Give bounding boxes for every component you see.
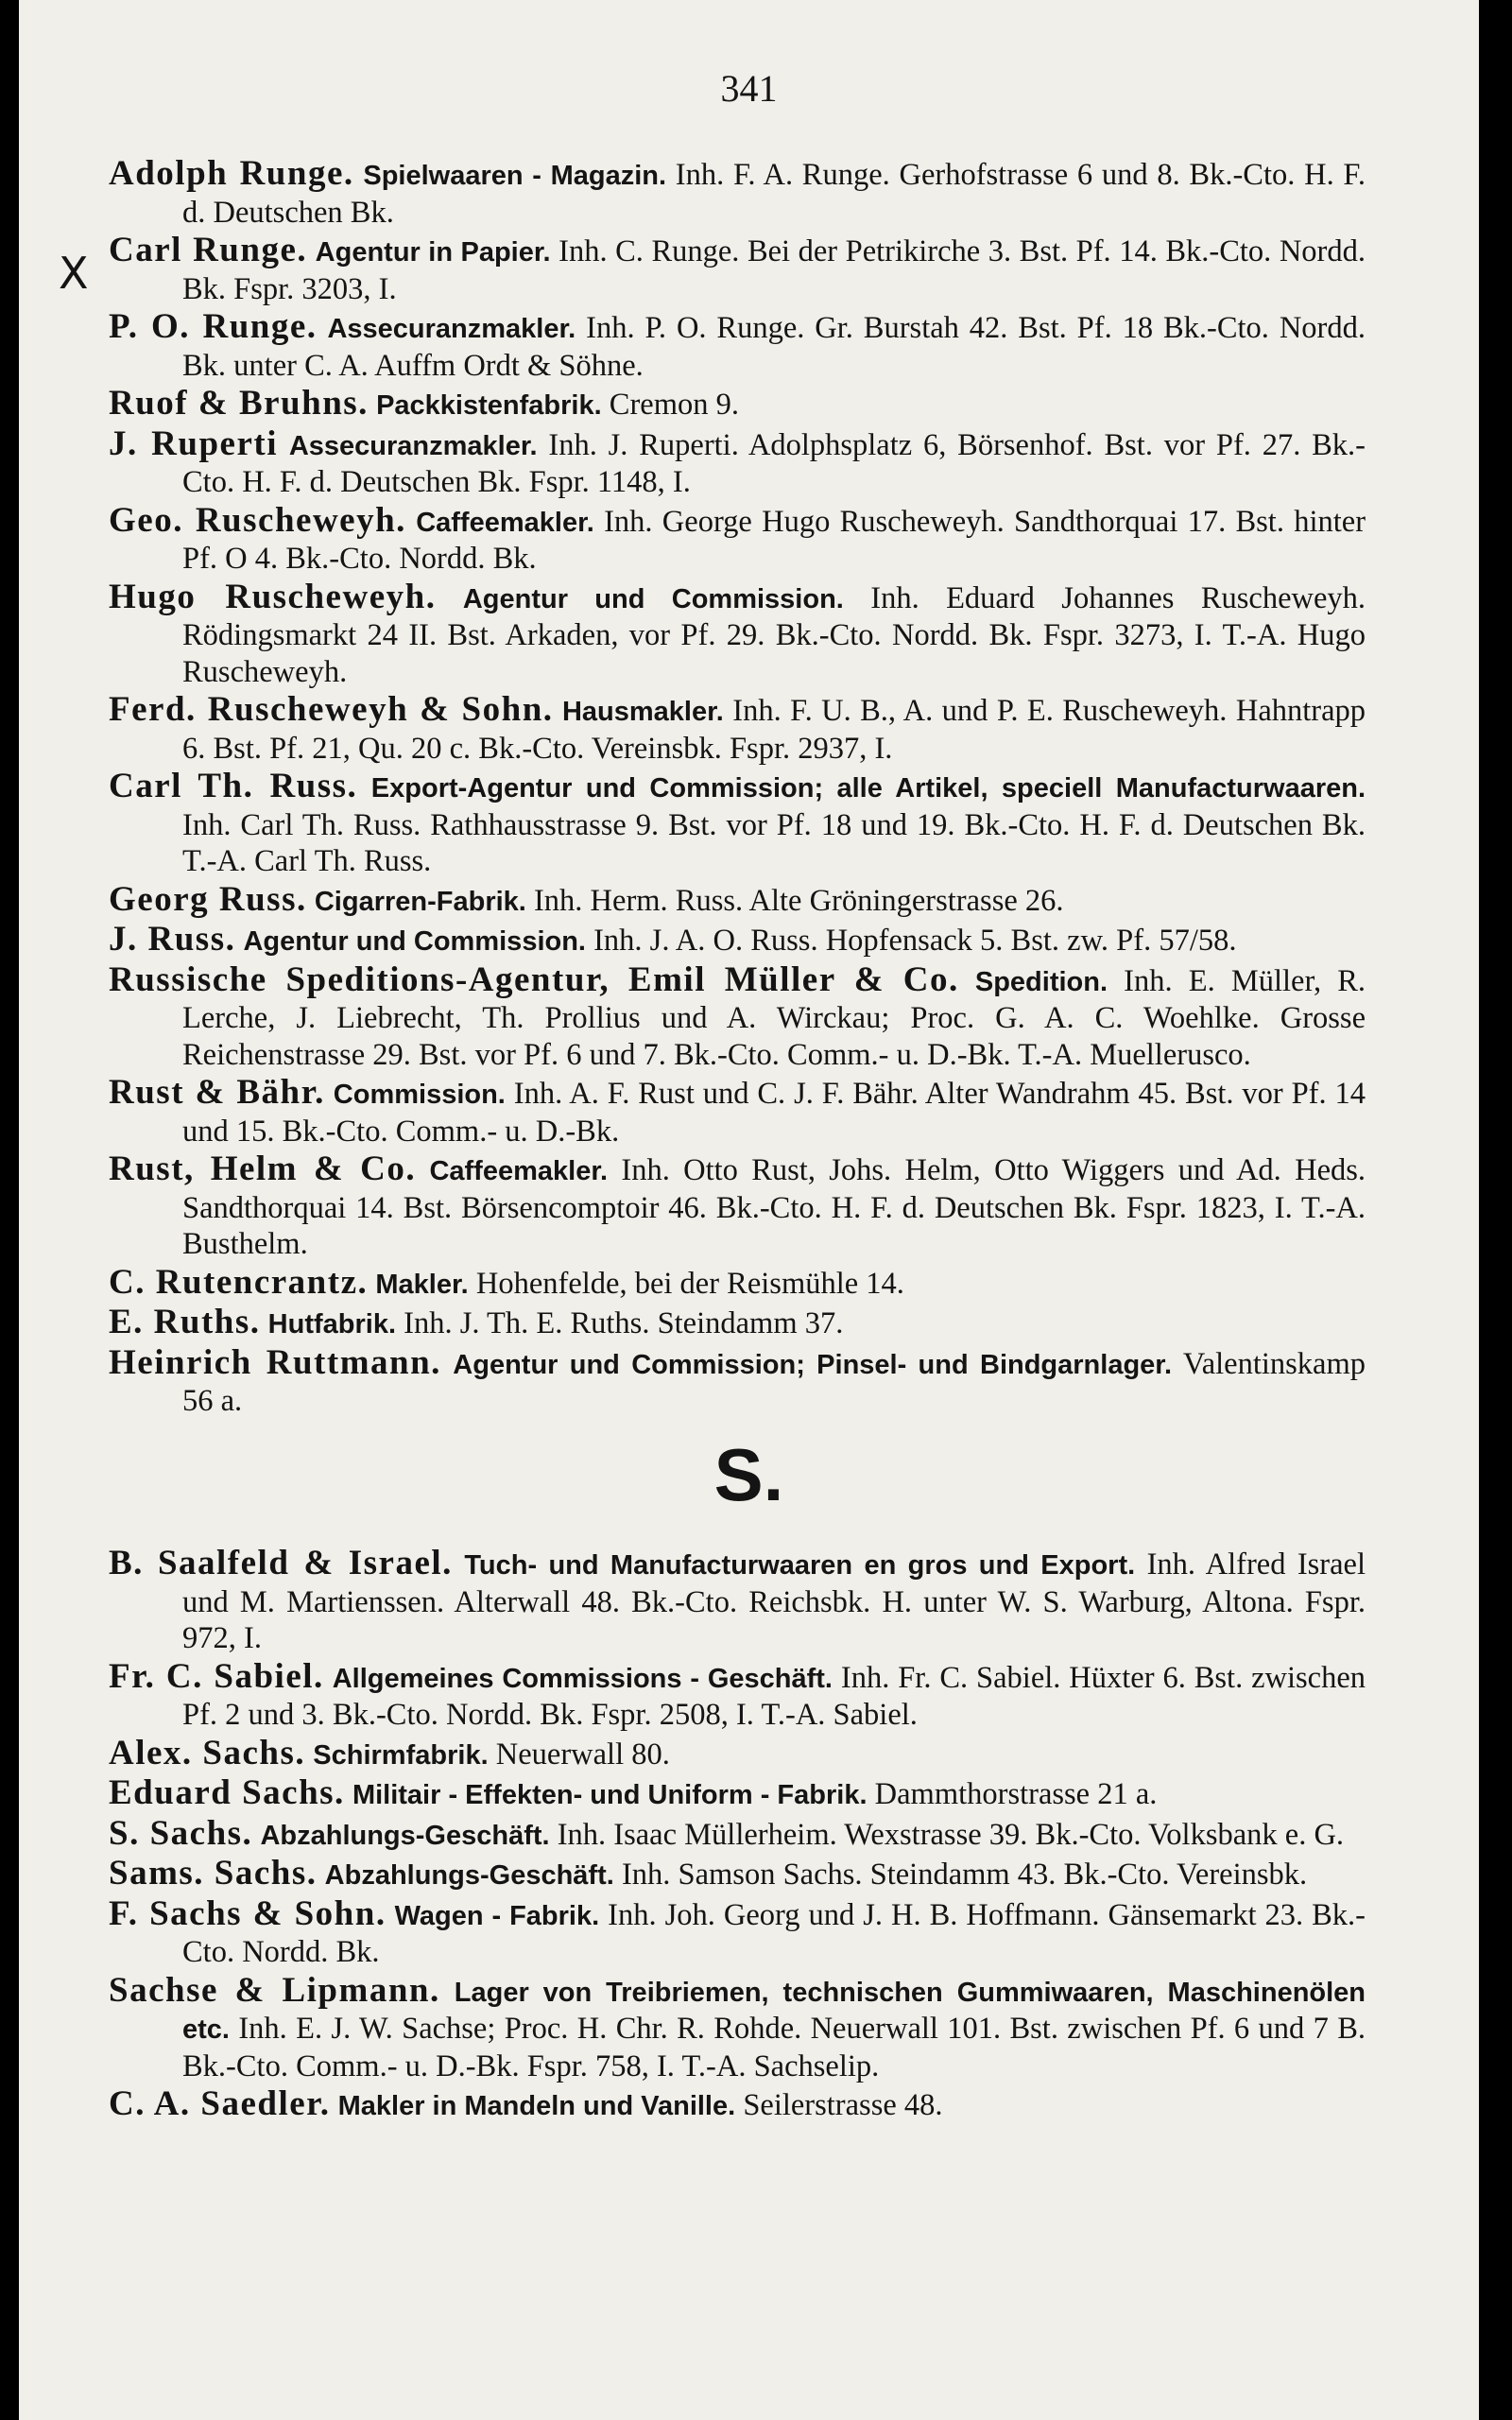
directory-entry <box>109 959 1366 1074</box>
entry-details: Cremon 9. <box>609 388 739 422</box>
entry-name: S. Sachs. <box>109 1813 253 1853</box>
entry-business: Makler. <box>375 1269 469 1300</box>
entry-name: Georg Russ. <box>109 879 307 919</box>
directory-entry <box>109 1813 1366 1855</box>
entry-name: E. Ruths. <box>109 1303 261 1341</box>
directory-entry <box>109 692 1366 767</box>
entry-business: Abzahlungs-Geschäft. <box>260 1820 550 1851</box>
directory-entry <box>109 769 1366 880</box>
entry-business: Agentur und Commission; Pinsel- und Bindgarnlager. <box>453 1349 1173 1380</box>
entry-name: Fr. C. Sabiel. <box>109 1656 324 1696</box>
entry-details: Inh. J. Ruperti. Adolphsplatz 6, Börsenhof. Bst. vor Pf. 27. Bk.-Cto. H. F. d. Deutschen Bk. Fspr. 1148, I. <box>182 427 1366 499</box>
entry-name: Adolph Runge. <box>109 154 354 193</box>
entry-details: Inh. Samson Sachs. Steindamm 43. Bk.-Cto. Vereinsbk. <box>621 1858 1308 1892</box>
directory-entry <box>109 309 1366 384</box>
entry-name: Sams. Sachs. <box>109 1854 318 1893</box>
entry-business: Caffeemakler. <box>429 1156 609 1186</box>
entry-name: Rust, Helm & Co. <box>109 1150 417 1188</box>
entry-business: Hausmakler. <box>561 697 724 727</box>
directory-page <box>19 0 1479 2420</box>
directory-entry <box>109 386 1366 424</box>
entry-name: Hugo Ruscheweyh. <box>109 577 437 616</box>
directory-entry <box>109 1262 1366 1304</box>
entry-details: Inh. P. O. Runge. Gr. Burstah 42. Bst. Pf. 18 Bk.-Cto. Nordd. Bk. unter C. A. Auffm Ordt & Söhne. <box>182 311 1366 383</box>
entry-business: Agentur und Commission. <box>462 583 844 614</box>
directory-entry <box>109 156 1366 231</box>
entry-business: Cigarren-Fabrik. <box>314 886 526 917</box>
entry-business: Makler in Mandeln und Vanille. <box>337 2091 736 2121</box>
entry-details: Inh. Alfred Israel und M. Martienssen. Alterwall 48. Bk.-Cto. Reichsbk. H. unter W. S. Warburg, Altona. Fspr. 972, I. <box>182 1547 1366 1655</box>
entry-details: Inh. Eduard Johannes Ruscheweyh. Rödingsmarkt 24 II. Bst. Arkaden, vor Pf. 29. Bk.-Cto. Nordd. Bk. Fspr. 3273, I. T.-A. Hugo Ruscheweyh. <box>182 580 1366 689</box>
directory-entry <box>109 1151 1366 1263</box>
directory-entry <box>109 879 1366 921</box>
directory-entry <box>109 1546 1366 1657</box>
entry-name: Rust & Bähr. <box>109 1073 325 1112</box>
entries-s-section <box>109 1546 1366 2127</box>
entry-name: B. Saalfeld & Israel. <box>109 1544 453 1582</box>
entry-business: Caffeemakler. <box>416 507 594 538</box>
directory-entry <box>109 1342 1366 1420</box>
entry-name: Alex. Sachs. <box>109 1733 306 1772</box>
entries-r-section <box>109 156 1366 1422</box>
directory-entry <box>109 922 1366 960</box>
entry-name: Heinrich Ruttmann. <box>109 1342 441 1382</box>
directory-entry <box>109 2086 1366 2125</box>
entry-details: Hohenfelde, bei der Reismühle 14. <box>475 1266 904 1301</box>
entry-business: Assecuranzmakler. <box>327 314 576 344</box>
entry-name: Russische Speditions-Agentur, Emil Müller & Co. <box>109 959 959 999</box>
entry-business: Export-Agentur und Commission; alle Artikel, speciell Manufacturwaaren. <box>370 773 1366 804</box>
entry-business: Packkistenfabrik. <box>376 390 602 421</box>
entry-name: F. Sachs & Sohn. <box>109 1893 387 1933</box>
entry-details: Dammthorstrasse 21 a. <box>874 1777 1158 1811</box>
entry-details: Inh. E. J. W. Sachse; Proc. H. Chr. R. Rohde. Neuerwall 101. Bst. zwischen Pf. 6 und 7 B. Bk.-Cto. Comm.- u. D.-Bk. Fspr. 758, I. T.-A. Sachselip. <box>182 2012 1366 2083</box>
directory-entry <box>109 1075 1366 1150</box>
entry-name: Carl Th. Russ. <box>109 767 358 805</box>
entry-business: Agentur und Commission. <box>243 926 586 957</box>
directory-entry <box>109 1970 1366 2085</box>
entry-details: Inh. J. Th. E. Ruths. Steindamm 37. <box>404 1306 844 1340</box>
entry-details: Inh. George Hugo Ruscheweyh. Sandthorquai 17. Bst. hinter Pf. O 4. Bk.-Cto. Nordd. Bk. <box>182 504 1366 576</box>
directory-entry <box>109 1733 1366 1774</box>
entry-name: Ferd. Ruscheweyh & Sohn. <box>109 690 554 729</box>
entry-details: Inh. A. F. Rust und C. J. F. Bähr. Alter Wandrahm 45. Bst. vor Pf. 14 und 15. Bk.-Cto. Comm.- u. D.-Bk. <box>182 1077 1366 1149</box>
entry-details: Inh. Carl Th. Russ. Rathhausstrasse 9. Bst. vor Pf. 18 und 19. Bk.-Cto. H. F. d. Deutschen Bk. T.-A. Carl Th. Russ. <box>182 807 1366 878</box>
entry-details: Inh. J. A. O. Russ. Hopfensack 5. Bst. zw. Pf. 57/58. <box>593 924 1237 958</box>
entry-details: Inh. Joh. Georg und J. H. B. Hoffmann. Gänsemarkt 23. Bk.-Cto. Nordd. Bk. <box>182 1897 1366 1969</box>
directory-entry <box>109 1775 1366 1814</box>
entry-business: Hutfabrik. <box>267 1309 396 1340</box>
entry-name: C. Rutencrantz. <box>109 1262 369 1302</box>
entry-business: Schirmfabrik. <box>313 1739 489 1771</box>
directory-entry <box>109 1856 1366 1894</box>
entry-details: Inh. E. Müller, R. Lerche, J. Liebrecht, Th. Prollius und A. Wirckau; Proc. G. A. C. Woehlke. Grosse Reichenstrasse 29. Bst. vor Pf. 6 und 7. Bk.-Cto. Comm.- u. D.-Bk. T.-A. Muellerusco. <box>182 963 1366 1072</box>
directory-entry <box>109 579 1366 691</box>
entry-business: Assecuranzmakler. <box>288 430 538 461</box>
entry-name: Ruof & Bruhns. <box>109 384 369 423</box>
entry-business: Wagen - Fabrik. <box>394 1900 600 1931</box>
entry-business: Agentur in Papier. <box>315 237 551 268</box>
entry-business: Tuch- und Manufacturwaaren en gros und Export. <box>464 1550 1136 1581</box>
entry-business: Abzahlungs-Geschäft. <box>324 1860 614 1891</box>
entry-details: Inh. C. Runge. Bei der Petrikirche 3. Bst. Pf. 14. Bk.-Cto. Nordd. Bk. Fspr. 3203, I. <box>182 234 1366 306</box>
entry-business: Militair - Effekten- und Uniform - Fabrik. <box>352 1780 868 1810</box>
entry-name: Sachse & Lipmann. <box>109 1970 440 2010</box>
entry-details: Inh. Herm. Russ. Alte Gröningerstrasse 26. <box>533 883 1064 918</box>
entry-business: Lager von Treibriemen, technischen Gummiwaaren, Maschinenölen etc. <box>182 1977 1366 2045</box>
entry-details: Inh. F. U. B., A. und P. E. Ruscheweyh. Hahntrapp 6. Bst. Pf. 21, Qu. 20 c. Bk.-Cto. Vereinsbk. Fspr. 2937, I. <box>182 694 1366 766</box>
directory-entry <box>109 1305 1366 1343</box>
entry-name: J. Ruperti <box>109 424 278 463</box>
entry-details: Seilerstrasse 48. <box>743 2088 943 2122</box>
entry-name: J. Russ. <box>109 920 236 959</box>
entry-business: Spedition. <box>974 966 1108 997</box>
directory-entry <box>109 233 1366 307</box>
directory-entry <box>109 1656 1366 1734</box>
entry-business: Spielwaaren - Magazin. <box>363 161 667 191</box>
entry-details: Neuerwall 80. <box>495 1737 670 1772</box>
entry-details: Inh. Fr. C. Sabiel. Hüxter 6. Bst. zwischen Pf. 2 und 3. Bk.-Cto. Nordd. Bk. Fspr. 2508, I. T.-A. Sabiel. <box>182 1660 1366 1732</box>
page-number: 341 <box>720 67 778 110</box>
entry-name: P. O. Runge. <box>109 307 318 346</box>
handwritten-margin-mark: X <box>59 248 89 299</box>
entry-details: Valentinskamp 56 a. <box>182 1346 1366 1418</box>
entry-business: Commission. <box>333 1080 506 1110</box>
directory-entry <box>109 426 1366 501</box>
directory-entry <box>109 500 1366 578</box>
entry-name: Carl Runge. <box>109 231 308 269</box>
directory-entry <box>109 1893 1366 1971</box>
entry-business: Allgemeines Commissions - Geschäft. <box>332 1663 833 1694</box>
entry-details: Inh. Otto Rust, Johs. Helm, Otto Wiggers und Ad. Heds. Sandthorquai 14. Bst. Börsencomptoir 46. Bk.-Cto. H. F. d. Deutschen Bk. Fspr. 1823, I. T.-A. Busthelm. <box>182 1153 1366 1261</box>
entry-details: Inh. F. A. Runge. Gerhofstrasse 6 und 8. Bk.-Cto. H. F. d. Deutschen Bk. <box>182 158 1366 230</box>
section-heading-s: S. <box>713 1433 784 1516</box>
entry-name: Eduard Sachs. <box>109 1773 345 1812</box>
entry-details: Inh. Isaac Müllerheim. Wexstrasse 39. Bk.-Cto. Volksbank e. G. <box>557 1817 1345 1852</box>
entry-name: C. A. Saedler. <box>109 2084 331 2123</box>
entry-name: Geo. Ruscheweyh. <box>109 500 406 540</box>
